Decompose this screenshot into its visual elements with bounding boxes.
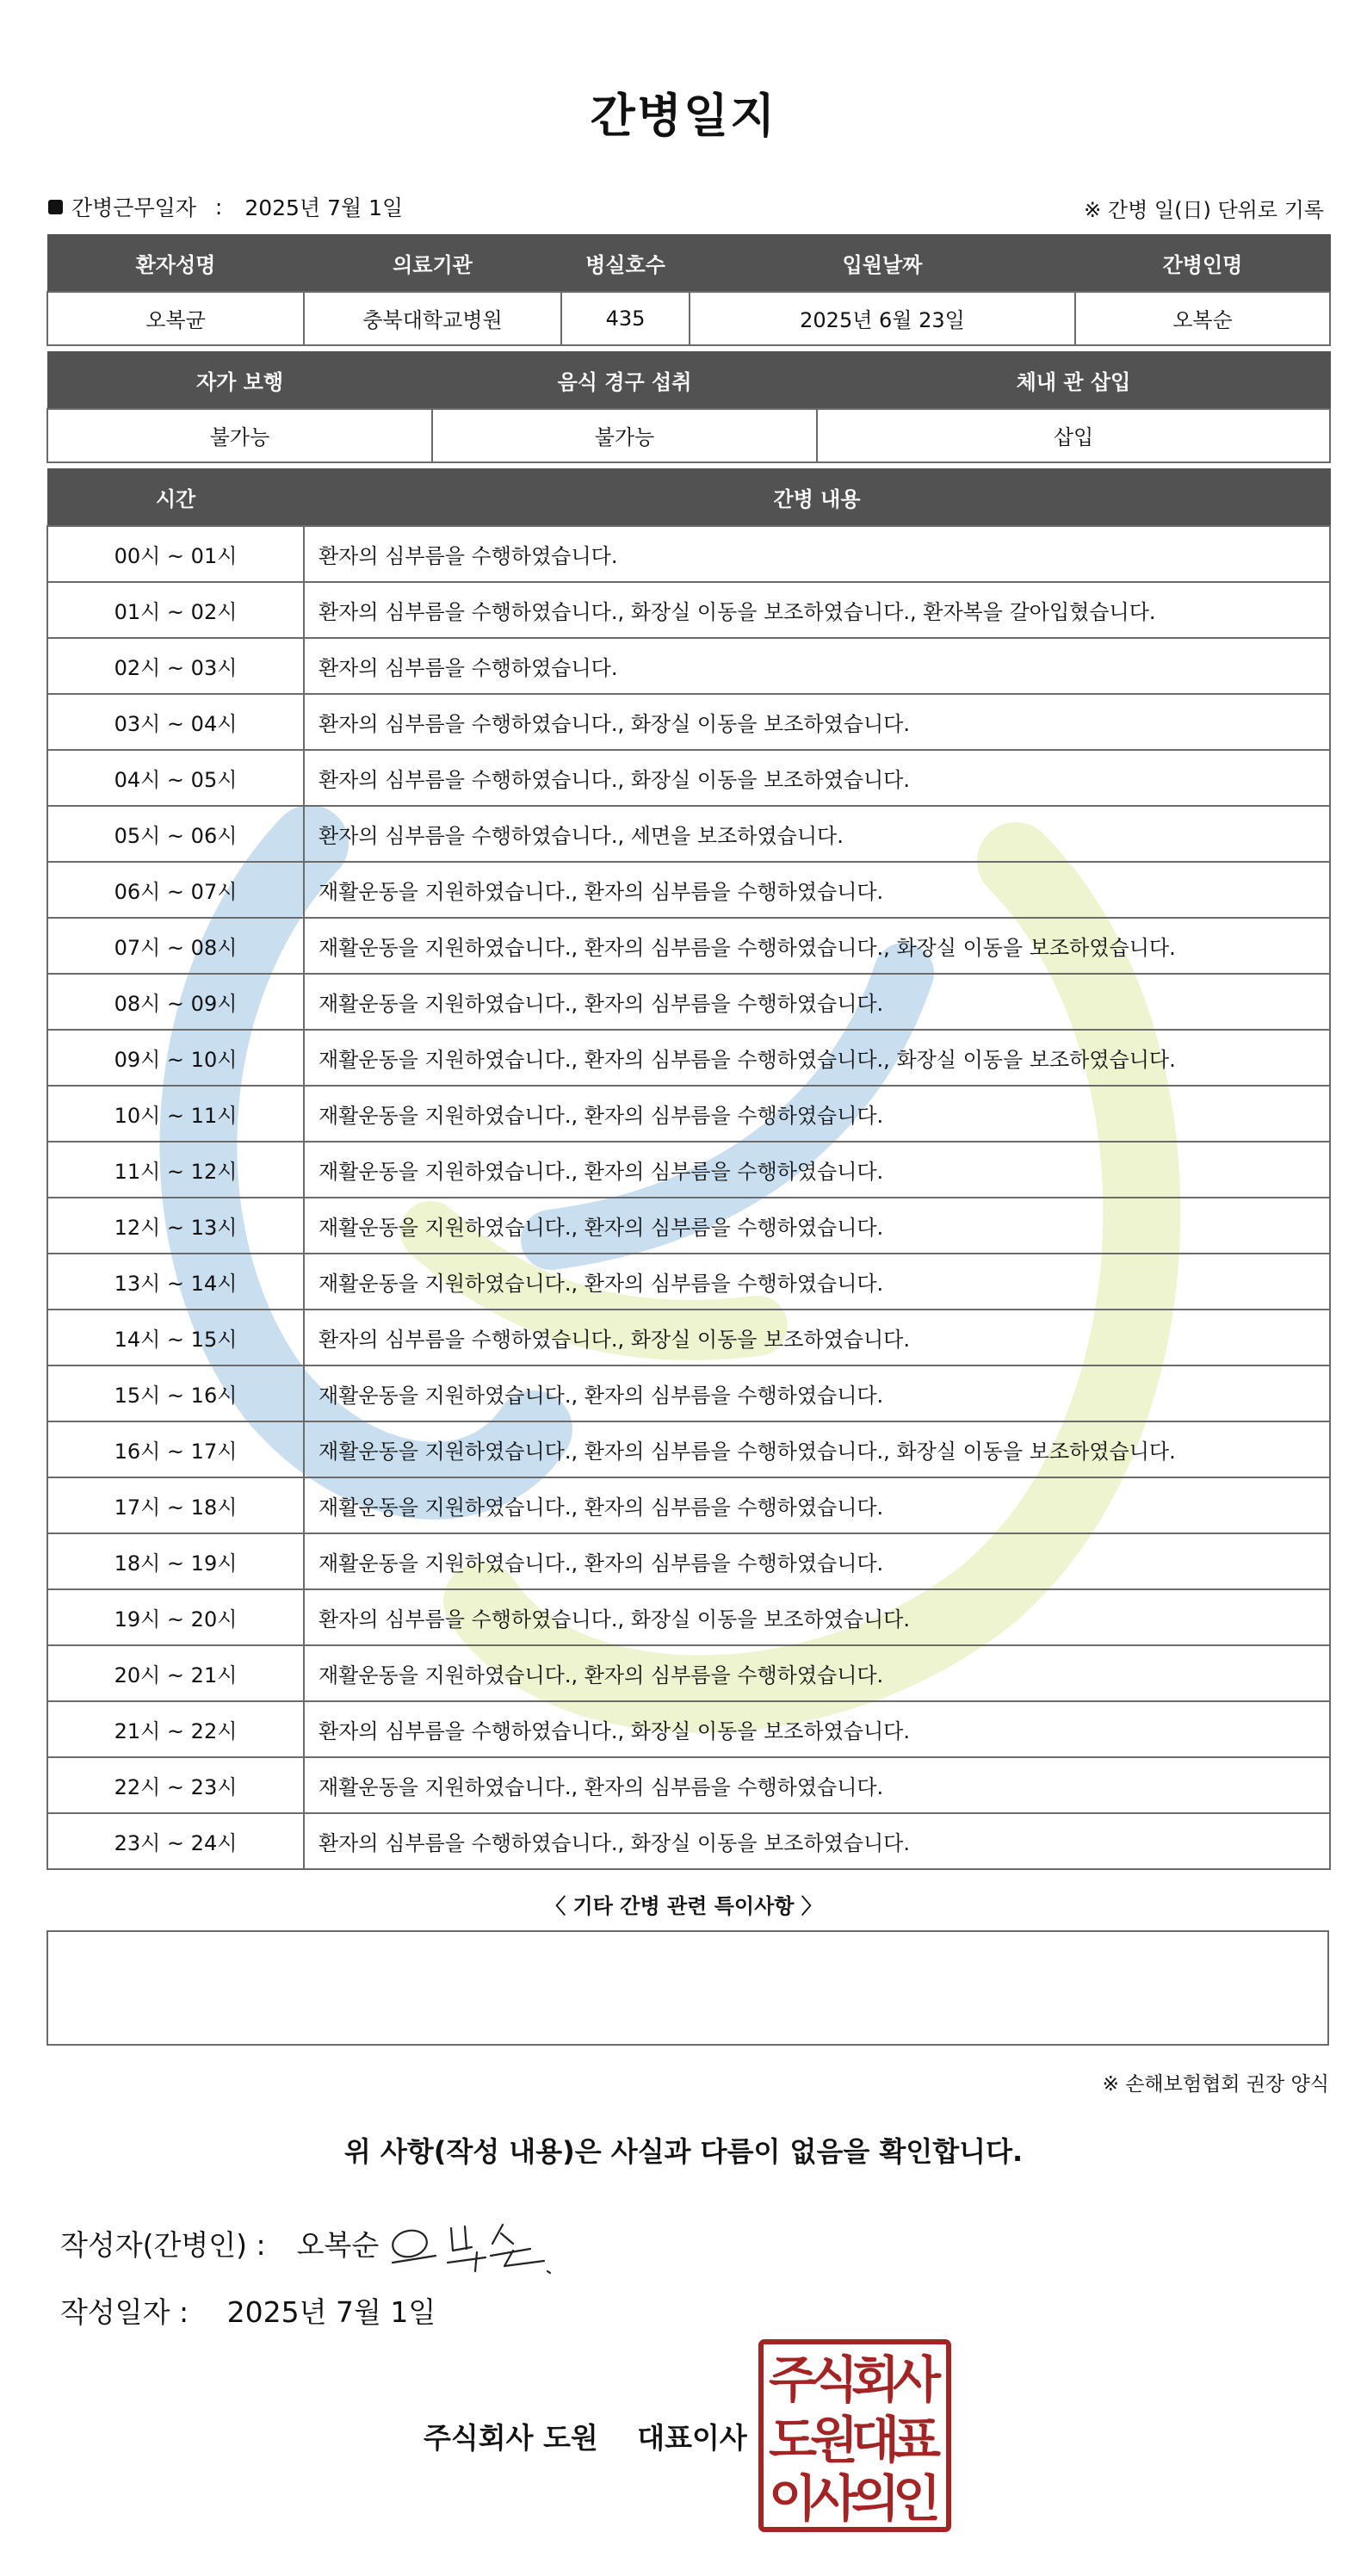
header-patient-name: 환자성명 <box>47 235 304 292</box>
svg-text:식: 식 <box>809 2350 859 2409</box>
table-row <box>47 1589 1330 1645</box>
table-row <box>47 1198 1330 1254</box>
header-oral-intake: 음식 경구 섭취 <box>432 352 817 409</box>
header-time: 시간 <box>47 469 304 526</box>
black-square-icon <box>48 200 63 214</box>
log-time: 14시 ~ 15시 <box>47 1310 304 1365</box>
log-time: 08시 ~ 09시 <box>47 974 304 1030</box>
writer-label: 작성자(간병인) : <box>60 2228 266 2262</box>
svg-text:사: 사 <box>892 2350 942 2409</box>
table-row <box>47 1086 1330 1142</box>
table-row <box>47 1757 1330 1813</box>
patient-status-table <box>46 351 1331 463</box>
log-time: 02시 ~ 03시 <box>47 638 304 694</box>
table-row <box>47 1310 1330 1365</box>
misc-notes-box <box>46 1930 1329 2046</box>
log-time: 10시 ~ 11시 <box>47 1086 304 1142</box>
record-unit-note: ※ 간병 일(日) 단위로 기록 <box>1084 198 1324 222</box>
log-time: 13시 ~ 14시 <box>47 1254 304 1310</box>
table-row <box>47 1813 1330 1869</box>
work-date-colon: : <box>214 194 223 220</box>
log-time: 21시 ~ 22시 <box>47 1701 304 1757</box>
header-admission-date: 입원날짜 <box>690 235 1075 292</box>
work-date <box>48 191 403 222</box>
header-caregiver-name: 간병인명 <box>1075 235 1330 292</box>
write-date-line <box>60 2290 436 2331</box>
patient-name: 오복균 <box>47 292 304 345</box>
header-care-content: 간병 내용 <box>304 469 1330 526</box>
table-row <box>47 1533 1330 1589</box>
table-row <box>47 862 1330 918</box>
table-row <box>47 638 1330 694</box>
table-row <box>47 974 1330 1030</box>
svg-text:사: 사 <box>809 2469 859 2528</box>
table-row <box>47 918 1330 974</box>
log-content: 환자의 심부름을 수행하였습니다., 화장실 이동을 보조하였습니다., 환자복을 갈아입혔습니다. <box>304 582 1330 638</box>
log-time: 00시 ~ 01시 <box>47 526 304 582</box>
work-date-label: 간병근무일자 <box>71 195 196 220</box>
header-self-walking: 자가 보행 <box>47 352 432 409</box>
svg-text:원: 원 <box>809 2411 859 2469</box>
table-row <box>47 1254 1330 1310</box>
log-content: 재활운동을 지원하였습니다., 환자의 심부름을 수행하였습니다. <box>304 974 1330 1030</box>
log-content: 재활운동을 지원하였습니다., 환자의 심부름을 수행하였습니다. <box>304 862 1330 918</box>
log-time: 23시 ~ 24시 <box>47 1813 304 1869</box>
log-content: 환자의 심부름을 수행하였습니다., 세면을 보조하였습니다. <box>304 806 1330 862</box>
header-room: 병실호수 <box>561 235 690 292</box>
log-time: 06시 ~ 07시 <box>47 862 304 918</box>
log-content: 환자의 심부름을 수행하였습니다., 화장실 이동을 보조하였습니다. <box>304 1701 1330 1757</box>
work-date-value: 2025년 7월 1일 <box>244 195 404 220</box>
self-walking-value: 불가능 <box>47 409 432 462</box>
log-content: 재활운동을 지원하였습니다., 환자의 심부름을 수행하였습니다. <box>304 1757 1330 1813</box>
log-time: 07시 ~ 08시 <box>47 918 304 974</box>
write-date-label: 작성일자 : <box>60 2295 189 2329</box>
svg-text:주: 주 <box>768 2350 818 2409</box>
log-time: 01시 ~ 02시 <box>47 582 304 638</box>
company-name: 주식회사 도원 <box>424 2421 598 2455</box>
log-content: 재활운동을 지원하였습니다., 환자의 심부름을 수행하였습니다. <box>304 1533 1330 1589</box>
log-content: 재활운동을 지원하였습니다., 환자의 심부름을 수행하였습니다., 화장실 이동을 보조하였습니다. <box>304 918 1330 974</box>
log-content: 재활운동을 지원하였습니다., 환자의 심부름을 수행하였습니다. <box>304 1477 1330 1533</box>
log-time: 09시 ~ 10시 <box>47 1030 304 1086</box>
log-content: 환자의 심부름을 수행하였습니다., 화장실 이동을 보조하였습니다. <box>304 694 1330 750</box>
svg-text:회: 회 <box>851 2350 900 2409</box>
company-ceo-title: 대표이사 <box>637 2421 747 2455</box>
svg-text:이: 이 <box>768 2469 818 2528</box>
table-row <box>47 1645 1330 1701</box>
log-time: 11시 ~ 12시 <box>47 1142 304 1198</box>
table-row <box>47 750 1330 806</box>
log-time: 19시 ~ 20시 <box>47 1589 304 1645</box>
log-content: 재활운동을 지원하였습니다., 환자의 심부름을 수행하였습니다. <box>304 1365 1330 1421</box>
header-tube-insertion: 체내 관 삽입 <box>817 352 1330 409</box>
log-time: 03시 ~ 04시 <box>47 694 304 750</box>
log-content: 재활운동을 지원하였습니다., 환자의 심부름을 수행하였습니다., 화장실 이동을 보조하였습니다. <box>304 1030 1330 1086</box>
svg-text:대: 대 <box>851 2411 900 2469</box>
log-content: 재활운동을 지원하였습니다., 환자의 심부름을 수행하였습니다. <box>304 1254 1330 1310</box>
log-content: 환자의 심부름을 수행하였습니다. <box>304 638 1330 694</box>
handwritten-signature <box>375 2209 565 2278</box>
log-time: 22시 ~ 23시 <box>47 1757 304 1813</box>
room-number: 435 <box>561 292 690 345</box>
oral-intake-value: 불가능 <box>432 409 817 462</box>
misc-notes-title: 〈 기타 간병 관련 특이사항 〉 <box>545 1894 822 1918</box>
log-time: 16시 ~ 17시 <box>47 1421 304 1477</box>
log-time: 12시 ~ 13시 <box>47 1198 304 1254</box>
page-title: 간병일지 <box>590 89 777 143</box>
table-row <box>47 1477 1330 1533</box>
writer-line <box>60 2223 379 2263</box>
caregiver-name: 오복순 <box>1075 292 1330 345</box>
table-row <box>47 1142 1330 1198</box>
log-time: 18시 ~ 19시 <box>47 1533 304 1589</box>
log-content: 환자의 심부름을 수행하였습니다., 화장실 이동을 보조하였습니다. <box>304 1310 1330 1365</box>
table-row <box>47 582 1330 638</box>
log-time: 15시 ~ 16시 <box>47 1365 304 1421</box>
confirmation-statement: 위 사항(작성 내용)은 사실과 다름이 없음을 확인합니다. <box>343 2135 1024 2168</box>
log-content: 재활운동을 지원하였습니다., 환자의 심부름을 수행하였습니다. <box>304 1645 1330 1701</box>
svg-text:인: 인 <box>892 2469 942 2528</box>
svg-text:표: 표 <box>892 2411 942 2469</box>
tube-insertion-value: 삽입 <box>817 409 1330 462</box>
writer-name: 오복순 <box>296 2228 380 2262</box>
write-date-value: 2025년 7월 1일 <box>226 2295 436 2329</box>
header-hospital: 의료기관 <box>304 235 561 292</box>
table-row <box>47 1421 1330 1477</box>
company-line <box>424 2416 747 2456</box>
log-time: 05시 ~ 06시 <box>47 806 304 862</box>
svg-text:의: 의 <box>851 2469 900 2528</box>
svg-text:도: 도 <box>768 2411 818 2469</box>
company-seal-stamp <box>758 2338 952 2533</box>
log-time: 20시 ~ 21시 <box>47 1645 304 1701</box>
hospital-name: 충북대학교병원 <box>304 292 561 345</box>
log-content: 재활운동을 지원하였습니다., 환자의 심부름을 수행하였습니다., 화장실 이동을 보조하였습니다. <box>304 1421 1330 1477</box>
table-row <box>47 526 1330 582</box>
log-content: 환자의 심부름을 수행하였습니다. <box>304 526 1330 582</box>
log-content: 환자의 심부름을 수행하였습니다., 화장실 이동을 보조하였습니다. <box>304 1589 1330 1645</box>
care-log-table <box>46 468 1331 1870</box>
table-row <box>47 1365 1330 1421</box>
log-content: 재활운동을 지원하였습니다., 환자의 심부름을 수행하였습니다. <box>304 1086 1330 1142</box>
form-source-note: ※ 손해보험협회 권장 양식 <box>1102 2073 1329 2096</box>
log-content: 재활운동을 지원하였습니다., 환자의 심부름을 수행하였습니다. <box>304 1142 1330 1198</box>
log-content: 환자의 심부름을 수행하였습니다., 화장실 이동을 보조하였습니다. <box>304 1813 1330 1869</box>
log-time: 17시 ~ 18시 <box>47 1477 304 1533</box>
table-row <box>47 806 1330 862</box>
table-row <box>47 1701 1330 1757</box>
log-content: 환자의 심부름을 수행하였습니다., 화장실 이동을 보조하였습니다. <box>304 750 1330 806</box>
table-row <box>47 1030 1330 1086</box>
patient-info-table <box>46 234 1331 346</box>
log-time: 04시 ~ 05시 <box>47 750 304 806</box>
admission-date: 2025년 6월 23일 <box>690 292 1075 345</box>
table-row <box>47 694 1330 750</box>
log-content: 재활운동을 지원하였습니다., 환자의 심부름을 수행하였습니다. <box>304 1198 1330 1254</box>
